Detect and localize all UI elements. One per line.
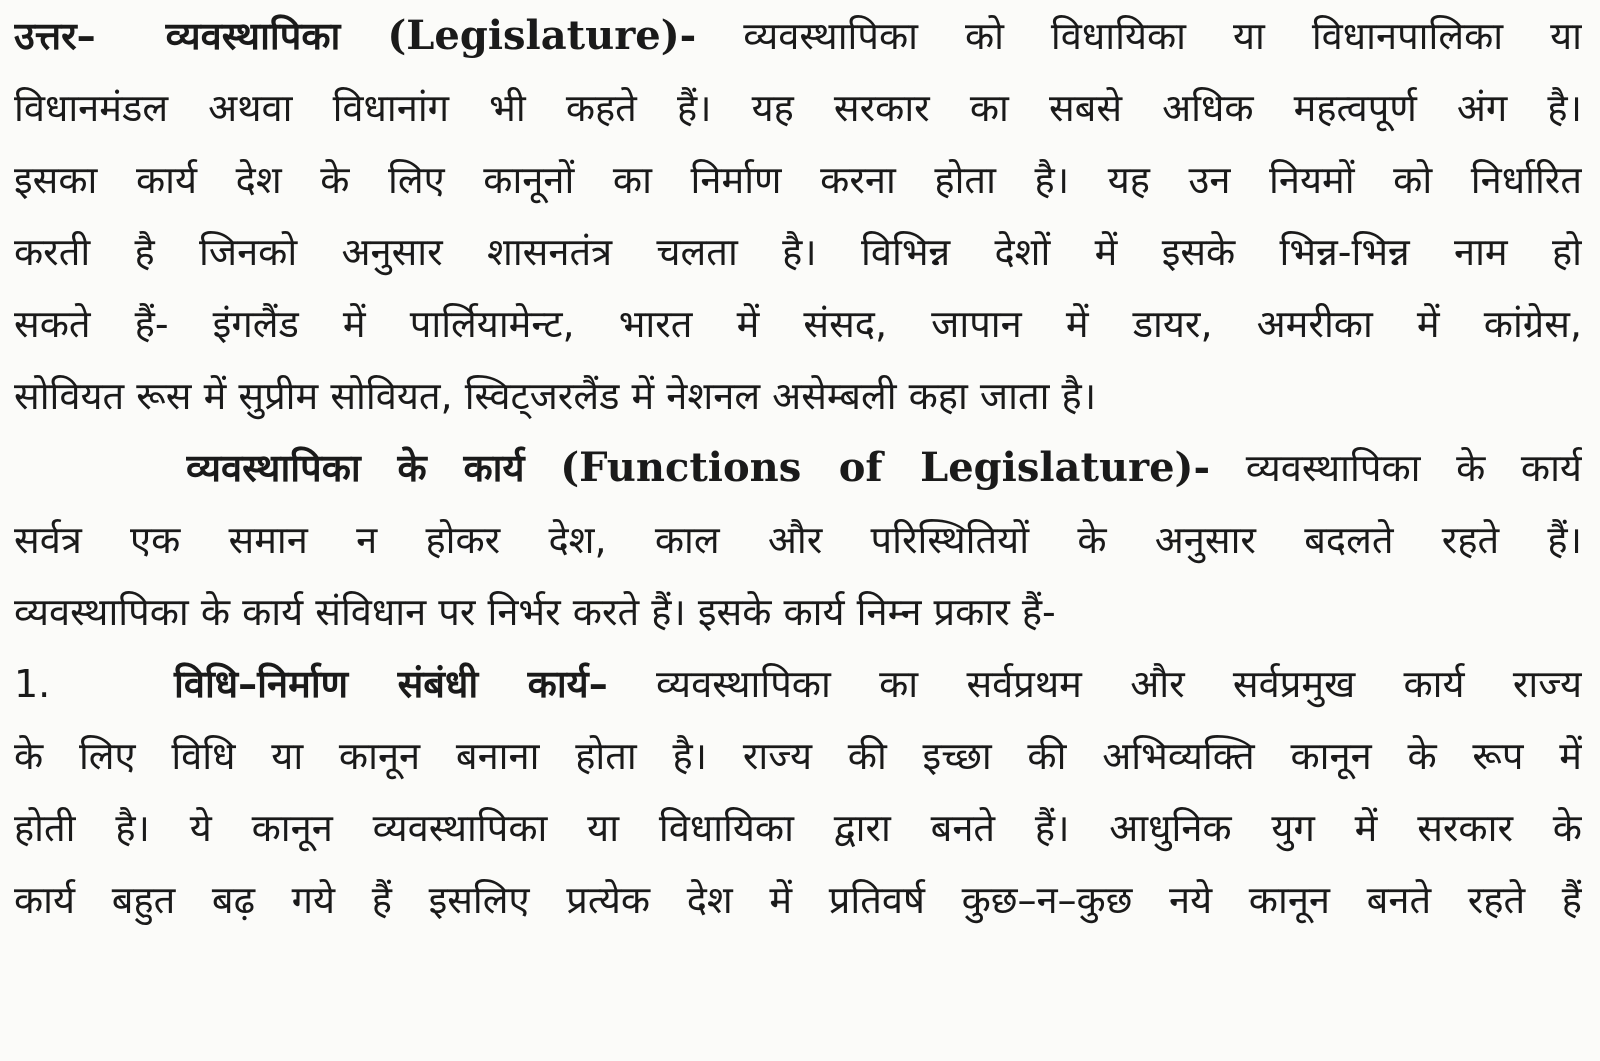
item1-heading: विधि–निर्माण संबंधी कार्य– (174, 662, 608, 706)
para1-line-1 (14, 0, 1582, 72)
answer-label: उत्तर– (14, 14, 96, 58)
item1-line-1-text: व्यवस्थापिका का सर्वप्रथम और सर्वप्रमुख कार्य राज्य (656, 662, 1582, 706)
item1-line-3: होती है। ये कानून व्यवस्थापिका या विधायिका द्वारा बनते हैं। आधुनिक युग में सरकार के (14, 806, 1582, 850)
para1-line-6: सोवियत रूस में सुप्रीम सोवियत, स्विट्जरलैंड में नेशनल असेम्बली कहा जाता है। (14, 374, 1097, 418)
para1-line-4: करती है जिनको अनुसार शासनतंत्र चलता है। विभिन्न देशों में इसके भिन्न-भिन्न नाम हो (14, 230, 1582, 274)
item1-line-4: कार्य बहुत बढ़ गये हैं इसलिए प्रत्येक देश में प्रतिवर्ष कुछ–न–कुछ नये कानून बनते रहते हैं (14, 878, 1582, 922)
para1-line-5: सकते हैं- इंगलैंड में पार्लियामेन्ट, भारत में संसद, जापान में डायर, अमरीका में कांग्रेस, (14, 302, 1582, 346)
para1-line-3: इसका कार्य देश के लिए कानूनों का निर्माण करना होता है। यह उन नियमों को निर्धारित (14, 158, 1582, 202)
item-number: 1. (14, 662, 51, 706)
para1-line-2: विधानमंडल अथवा विधानांग भी कहते हैं। यह सरकार का सबसे अधिक महत्वपूर्ण अंग है। (14, 86, 1582, 130)
item1-line-1 (14, 648, 1582, 720)
para2-line-3: व्यवस्थापिका के कार्य संविधान पर निर्भर करते हैं। इसके कार्य निम्न प्रकार हैं- (14, 590, 1056, 634)
para2-line-2: सर्वत्र एक समान न होकर देश, काल और परिस्थितियों के अनुसार बदलते रहते हैं। (14, 518, 1582, 562)
heading-functions-hindi: व्यवस्थापिका के कार्य (186, 446, 525, 490)
heading-legislature-hindi: व्यवस्थापिका (165, 14, 341, 58)
heading-functions-english: (Functions of Legislature)- (560, 444, 1211, 491)
para2-line-1 (186, 432, 1582, 504)
para1-line-1-text: व्यवस्थापिका को विधायिका या विधानपालिका या (743, 14, 1582, 58)
heading-legislature-english: (Legislature)- (387, 12, 697, 59)
item1-line-2: के लिए विधि या कानून बनाना होता है। राज्य की इच्छा की अभिव्यक्ति कानून के रूप में (14, 734, 1582, 778)
para2-line-1-text: व्यवस्थापिका के कार्य (1245, 446, 1582, 490)
